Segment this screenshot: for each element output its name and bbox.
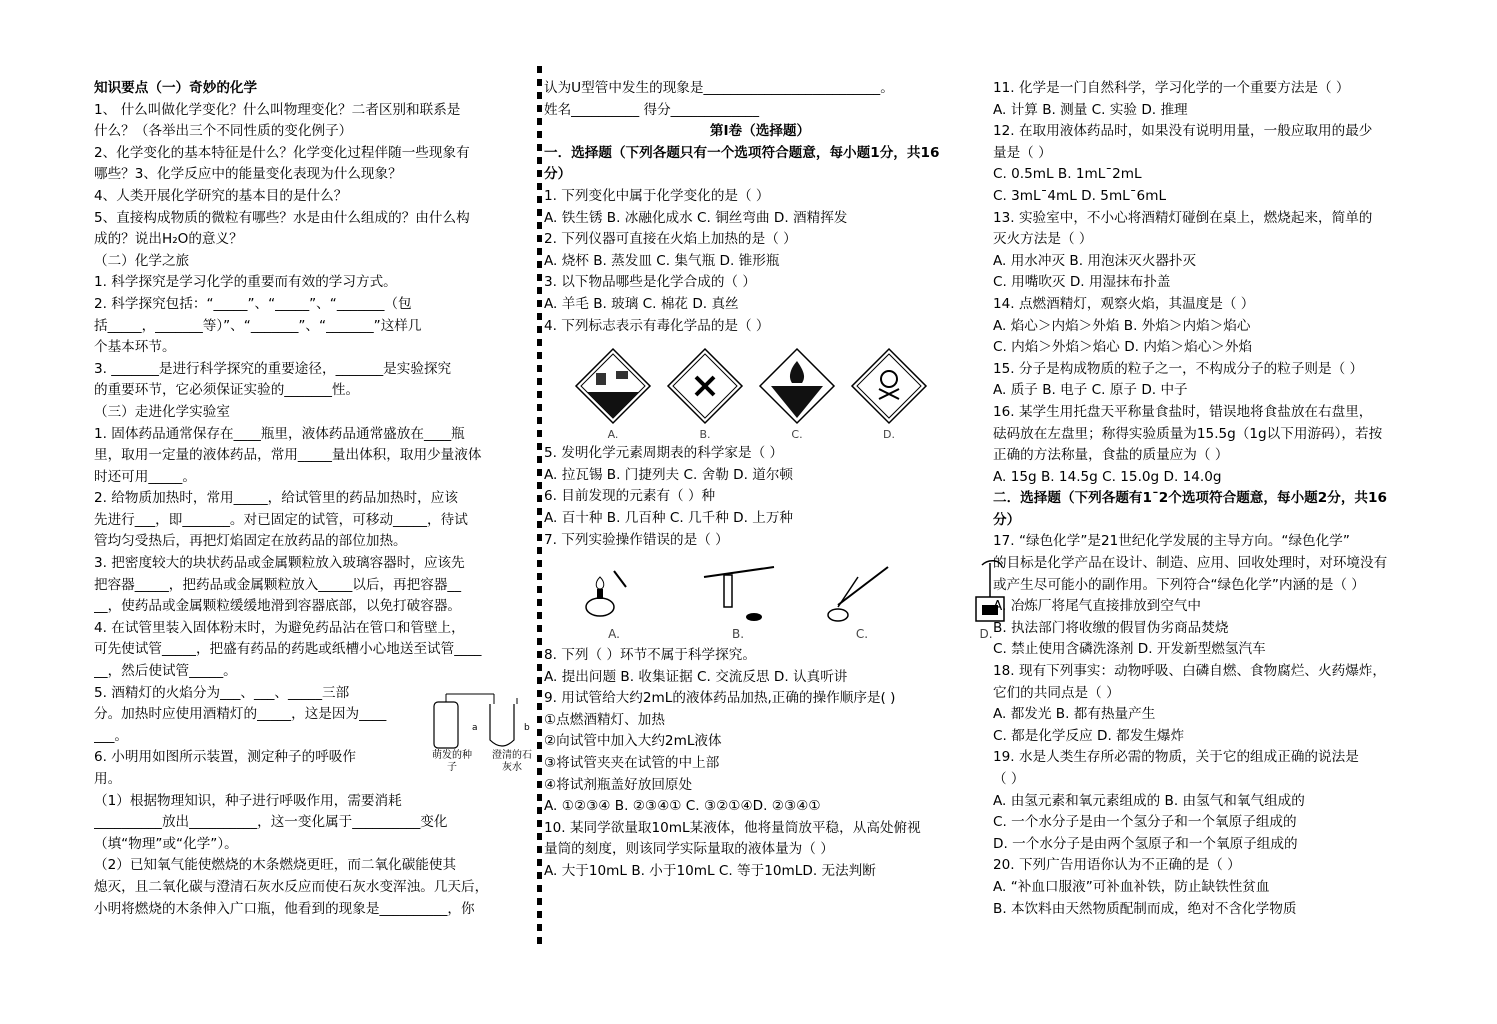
text-line: 括_____，_______等）”、“_______”、“_______”这样几 — [94, 317, 422, 334]
u-tube-apparatus — [432, 690, 532, 780]
text-line: 15. 分子是构成物质的粒子之一，不构成分子的粒子则是（ ） — [993, 360, 1364, 377]
text-line: 正确的方法称量，食盐的质量应为（ ） — [993, 447, 1229, 464]
text-line: 小明将燃烧的木条伸入广口瓶，他看到的现象是__________，你 — [94, 900, 475, 917]
column-left — [94, 78, 524, 920]
text-line: 认为U型管中发生的现象是__________________________。 — [544, 80, 894, 96]
op-label: D. — [979, 626, 993, 641]
op-label: C. — [855, 626, 869, 641]
test-tube-heating-icon — [694, 557, 782, 645]
text-line: 砝码放在左盘里；称得实验质量为15.5g（1g以下用游码），若按 — [993, 425, 1383, 442]
text-line: 4. 在试管里装入固体粉末时，为避免药品沾在管口和管壁上， — [94, 619, 465, 636]
section-heading: 一．选择题（下列各题只有一个选项符合题意，每小题1分，共16 — [544, 144, 940, 161]
text-line: C. 内焰＞外焰＞焰心 D. 内焰＞焰心＞外焰 — [993, 339, 1253, 356]
text-line: A. 大于10mL B. 小于10mL C. 等于10mLD. 无法判断 — [544, 863, 876, 880]
text-line: A. 羊毛 B. 玻璃 C. 棉花 D. 真丝 — [544, 295, 739, 312]
text-line: 2. 下列仪器可直接在火焰上加热的是（ ） — [544, 231, 797, 248]
text-line: C. 0.5mL B. 1mL¯2mL — [993, 166, 1142, 183]
corrosive-sign-icon — [574, 347, 652, 443]
text-line: A. 质子 B. 电子 C. 原子 D. 中子 — [993, 382, 1188, 399]
text-line: A. 都发光 B. 都有热量产生 — [993, 706, 1156, 723]
text-line: 18. 现有下列事实：动物呼吸、白磷自燃、食物腐烂、火药爆炸， — [993, 663, 1386, 680]
text-line: （三）走进化学实验室 — [94, 403, 230, 420]
text-line: 先进行___，即_______。对已固定的试管，可移动_____，待试 — [94, 511, 468, 528]
text-line: 4、人类开展化学研究的基本目的是什么？ — [94, 187, 348, 204]
text-line: B. 执法部门将收缴的假冒伪劣商品焚烧 — [993, 619, 1229, 636]
text-line: 灭火方法是（ ） — [993, 231, 1093, 248]
limewater-label: 澄清的石灰水 — [492, 750, 532, 773]
text-line: 知识要点（一）奇妙的化学 — [94, 80, 258, 96]
text-line: 二．选择题（下列各题有1¯2个选项符合题意，每小题2分，共16 — [993, 490, 1387, 507]
text-line: A. 冶炼厂将尾气直接排放到空气中 — [993, 598, 1202, 615]
text-line: A. 焰心＞内焰＞外焰 B. 外焰＞内焰＞焰心 — [993, 317, 1251, 334]
text-line: 时还可用_____。 — [94, 468, 196, 485]
text-line: 姓名__________ 得分_____________ — [544, 101, 760, 118]
text-line: 14. 点燃酒精灯，观察火焰，其温度是（ ） — [993, 295, 1255, 312]
text-line: 3. _______是进行科学探究的重要途径，_______是实验探究 — [94, 360, 452, 377]
text-line: A. 用水冲灭 B. 用泡沫灭火器扑灭 — [993, 252, 1197, 269]
text-line: 把容器_____，把药品或金属颗粒放入_____以后，再把容器__ — [94, 576, 462, 593]
text-line: A. 提出问题 B. 收集证据 C. 交流反思 D. 认真听讲 — [544, 668, 848, 685]
text-line: 3. 把密度较大的块状药品或金属颗粒放入玻璃容器时，应该先 — [94, 555, 465, 572]
text-line: A. 烧杯 B. 蒸发皿 C. 集气瓶 D. 锥形瓶 — [544, 252, 780, 269]
alcohol-lamp-icon — [570, 557, 658, 645]
sign-label: B. — [699, 427, 711, 441]
text-line: 2. 给物质加热时，常用_____，给试管里的药品加热时，应该 — [94, 490, 458, 507]
text-line: 1、 什么叫做化学变化？什么叫物理变化？二者区别和联系是 — [94, 101, 461, 118]
text-line: 20. 下列广告用语你认为不正确的是（ ） — [993, 857, 1241, 874]
text-line: 7. 下列实验操作错误的是（ ） — [544, 531, 729, 548]
text-line: 的目标是化学产品在设计、制造、应用、回收处理时，对环境没有 — [993, 555, 1388, 572]
text-line: __________放出__________，这一变化属于__________变化 — [94, 814, 448, 831]
text-line: 11. 化学是一门自然科学，学习化学的一个重要方法是（ ） — [993, 80, 1350, 96]
text-line: 5. 酒精灯的火焰分为___、___、_____三部 — [94, 684, 350, 701]
text-line: （1）根据物理知识，种子进行呼吸作用，需要消耗 — [94, 792, 402, 809]
text-line: A. 由氢元素和氧元素组成的 B. 由氢气和氧气组成的 — [993, 792, 1305, 809]
text-line: 6. 目前发现的元素有（ ）种 — [544, 488, 716, 505]
text-line: 量是（ ） — [993, 144, 1052, 161]
text-line: 3. 以下物品哪些是化学合成的（ ） — [544, 274, 756, 291]
section-heading-cont: 分） — [544, 166, 572, 183]
text-line: A. 计算 B. 测量 C. 实验 D. 推理 — [993, 101, 1188, 118]
text-line: 9. 用试管给大约2mL的液体药品加热,正确的操作顺序是( ) — [544, 690, 896, 707]
text-line: A. ①②③④ B. ②③④① C. ③②①④D. ②③④① — [544, 798, 821, 815]
text-line: （2）已知氧气能使燃烧的木条燃烧更旺，而二氧化碳能使其 — [94, 857, 457, 874]
text-line: 个基本环节。 — [94, 339, 176, 356]
text-line: 2、化学变化的基本特征是什么？化学变化过程伴随一些现象有 — [94, 144, 470, 161]
label-b: b — [524, 723, 530, 733]
text-line: 8. 下列（ ）环节不属于科学探究。 — [544, 647, 756, 664]
text-line: A. “补血口服液”可补血补铁，防止缺铁性贫血 — [993, 878, 1270, 895]
text-line: C. 都是化学反应 D. 都发生爆炸 — [993, 727, 1185, 744]
text-line: 10. 某同学欲量取10mL某液体，他将量筒放平稳，从高处俯视 — [544, 819, 921, 836]
text-line: 12. 在取用液体药品时，如果没有说明用量，一般应取用的最少 — [993, 123, 1373, 140]
text-line: 5. 发明化学元素周期表的科学家是（ ） — [544, 445, 784, 462]
text-line: 分） — [993, 511, 1021, 528]
text-line: （填“物理”或“化学”）。 — [94, 835, 238, 852]
flammable-sign-icon — [758, 347, 836, 443]
text-line: 管均匀受热后，再把灯焰固定在放药品的部位加热。 — [94, 533, 407, 550]
text-line: __，然后使试管_____。 — [94, 663, 237, 680]
text-line: 哪些？3、化学反应中的能量变化表现为什么现象？ — [94, 166, 402, 183]
text-line: 13. 实验室中，不小心将酒精灯碰倒在桌上，燃烧起来，简单的 — [993, 209, 1373, 226]
text-line: __，使药品或金属颗粒缓缓地滑到容器底部，以免打破容器。 — [94, 598, 462, 615]
text-line: ①点燃酒精灯、加热 — [544, 711, 665, 728]
dashed-divider — [537, 66, 542, 946]
text-line: D. 一个水分子是由两个氢原子和一个氧原子组成的 — [993, 835, 1298, 852]
text-line: 2. 科学探究包括：“_____”、“_____”、“_______（包 — [94, 295, 412, 312]
text-line: 里，取用一定量的液体药品，常用_____量出体积，取用少量液体 — [94, 447, 482, 464]
text-line: ②向试管中加入大约2mL液体 — [544, 733, 722, 750]
text-line: C. 禁止使用含磷洗涤剂 D. 开发新型燃氢汽车 — [993, 641, 1266, 658]
text-line: 分。加热时应使用酒精灯的_____，这是因为____ — [94, 706, 387, 723]
text-line: 的重要环节，它必须保证实验的_______性。 — [94, 382, 360, 399]
sign-label: A. — [607, 427, 619, 441]
text-line: A. 拉瓦锡 B. 门捷列夫 C. 舍勒 D. 道尔顿 — [544, 466, 794, 483]
text-line: 1. 科学探究是学习化学的重要而有效的学习方式。 — [94, 274, 397, 291]
text-line: ④将试剂瓶盖好放回原处 — [544, 776, 693, 793]
text-line: （ ） — [993, 771, 1025, 787]
text-line: A. 百十种 B. 几百种 C. 几千种 D. 上万种 — [544, 509, 794, 526]
harmful-sign-icon — [666, 347, 744, 443]
text-line: ③将试管夹夹在试管的中上部 — [544, 755, 720, 772]
text-line: 它们的共同点是（ ） — [993, 684, 1120, 701]
text-line: ___。 — [94, 727, 128, 744]
text-line: B. 本饮料由天然物质配制而成，绝对不含化学物质 — [993, 900, 1297, 917]
hazard-signs — [574, 347, 976, 443]
text-line: 什么？（各举出三个不同性质的变化例子） — [94, 123, 353, 140]
text-line: C. 用嘴吹灭 D. 用湿抹布扑盖 — [993, 274, 1171, 291]
text-line: 17. “绿色化学”是21世纪化学发展的主导方向。“绿色化学” — [993, 533, 1350, 550]
text-line: 4. 下列标志表示有毒化学品的是（ ） — [544, 317, 770, 334]
toxic-sign-icon — [850, 347, 928, 443]
text-line: 19. 水是人类生存所必需的物质，关于它的组成正确的说法是 — [993, 749, 1359, 766]
text-line: 5、直接构成物质的微粒有哪些？水是由什么组成的？由什么构 — [94, 209, 470, 226]
text-line: 可先使试管_____，把盛有药品的药匙或纸槽小心地送至试管____ — [94, 641, 482, 658]
text-line: 量筒的刻度，则该同学实际量取的液体量为（ ） — [544, 841, 834, 858]
column-middle — [544, 78, 993, 883]
text-line: C. 3mL¯4mL D. 5mL¯6mL — [993, 187, 1167, 204]
text-line: 成的？说出H₂O的意义？ — [94, 231, 243, 248]
column-right — [993, 78, 1425, 920]
lab-operations — [570, 557, 993, 645]
op-label: A. — [608, 626, 620, 641]
text-line: 1. 下列变化中属于化学变化的是（ ） — [544, 187, 770, 204]
text-line: 或产生尽可能小的副作用。下列符合“绿色化学”内涵的是（ ） — [993, 576, 1365, 593]
text-line: C. 一个水分子是由一个氢分子和一个氧原子组成的 — [993, 814, 1297, 831]
text-line: 6. 小明用如图所示装置，测定种子的呼吸作 — [94, 749, 356, 766]
seed-label: 萌发的种子 — [432, 750, 472, 773]
text-line: 熄灭，且二氧化碳与澄清石灰水反应而使石灰水变浑浊。几天后， — [94, 878, 489, 895]
label-a: a — [472, 723, 478, 733]
sign-label: D. — [883, 427, 895, 441]
tube-clamp-heating-icon — [818, 557, 906, 645]
text-line: A. 铁生锈 B. 冰融化成水 C. 铜丝弯曲 D. 酒精挥发 — [544, 209, 848, 226]
text-line: 1. 固体药品通常保存在____瓶里，液体药品通常盛放在____瓶 — [94, 425, 465, 442]
text-line: 用。 — [94, 771, 122, 787]
text-line: 16. 某学生用托盘天平称量食盐时，错误地将食盐放在右盘里， — [993, 403, 1373, 420]
apparatus-drawing-icon — [432, 690, 532, 752]
op-label: B. — [731, 626, 745, 641]
section-title: 第Ⅰ卷（选择题） — [709, 123, 811, 140]
text-line: A. 15g B. 14.5g C. 15.0g D. 14.0g — [993, 468, 1222, 485]
text-line: （二）化学之旅 — [94, 252, 190, 269]
sign-label: C. — [791, 427, 803, 441]
